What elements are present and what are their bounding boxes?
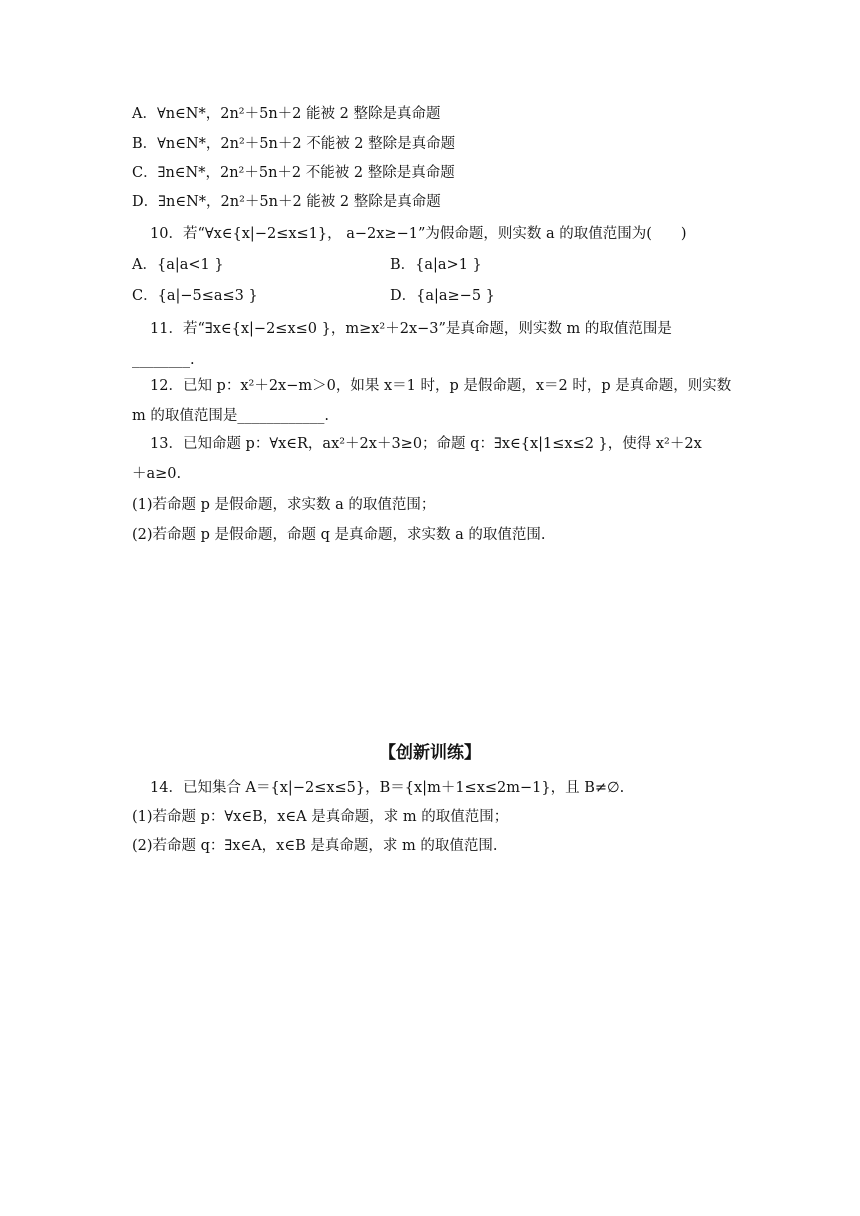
q9-option-c: C．∃n∈N*，2n²＋5n＋2 不能被 2 整除是真命题 bbox=[132, 165, 455, 181]
q13-line1: 13．已知命题 p：∀x∈R，ax²＋2x＋3≥0；命题 q：∃x∈{x|1≤x≤2 }，使得 x²＋2x bbox=[150, 436, 702, 452]
q12-line2: m 的取值范围是____________. bbox=[132, 408, 329, 424]
q10-option-a: A．{a|a<1 } bbox=[132, 257, 224, 273]
q9-option-b: B．∀n∈N*，2n²＋5n＋2 不能被 2 整除是真命题 bbox=[132, 136, 456, 152]
section-title: 【创新训练】 bbox=[379, 743, 481, 763]
q9-option-d: D．∃n∈N*，2n²＋5n＋2 能被 2 整除是真命题 bbox=[132, 194, 441, 210]
q11-line2: ________. bbox=[132, 352, 195, 368]
q13-part1: (1)若命题 p 是假命题，求实数 a 的取值范围； bbox=[132, 497, 436, 513]
q14-part2: (2)若命题 q：∃x∈A，x∈B 是真命题，求 m 的取值范围. bbox=[132, 838, 498, 854]
q14-stem: 14．已知集合 A＝{x|−2≤x≤5}，B＝{x|m＋1≤x≤2m−1}，且 B≠∅. bbox=[150, 780, 625, 796]
q10-stem: 10．若“∀x∈{x|−2≤x≤1}， a−2x≥−1”为假命题，则实数 a 的取值范围为( ) bbox=[150, 226, 687, 242]
q9-option-a: A．∀n∈N*，2n²＋5n＋2 能被 2 整除是真命题 bbox=[132, 106, 441, 122]
q11-line1: 11．若“∃x∈{x|−2≤x≤0 }，m≥x²＋2x−3”是真命题，则实数 m 的取值范围是 bbox=[150, 321, 672, 337]
q10-option-c: C．{a|−5≤a≤3 } bbox=[132, 288, 258, 304]
q10-option-b: B．{a|a>1 } bbox=[390, 257, 482, 273]
q14-part1: (1)若命题 p：∀x∈B，x∈A 是真命题，求 m 的取值范围； bbox=[132, 809, 509, 825]
q13-part2: (2)若命题 p 是假命题，命题 q 是真命题，求实数 a 的取值范围. bbox=[132, 527, 546, 543]
q13-line2: ＋a≥0. bbox=[132, 466, 182, 482]
q10-option-d: D．{a|a≥−5 } bbox=[390, 288, 495, 304]
q12-line1: 12．已知 p：x²＋2x−m＞0，如果 x＝1 时，p 是假命题，x＝2 时，p 是真命题，则实数 bbox=[150, 378, 732, 394]
